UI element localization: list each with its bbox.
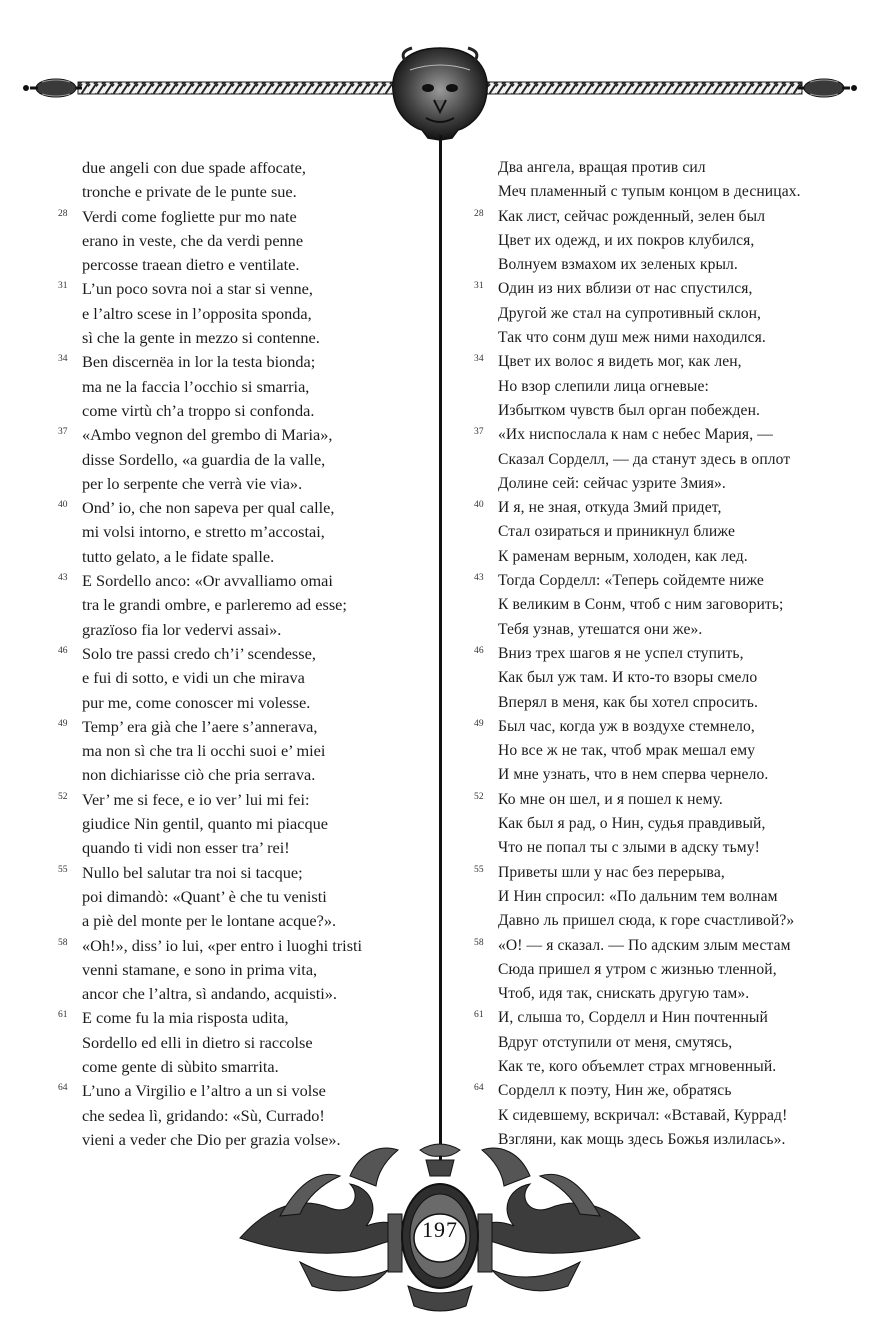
verse-text: poi dimandò: «Quant’ è che tu venisti bbox=[82, 886, 327, 906]
verse-number: 52 bbox=[474, 791, 484, 802]
verse-text: tutto gelato, a le fidate spalle. bbox=[82, 546, 275, 566]
tercet bbox=[474, 861, 828, 934]
verse-text: Вниз трех шагов я не успел ступить, bbox=[498, 644, 744, 662]
verse-number: 37 bbox=[58, 427, 68, 438]
italian-column bbox=[58, 156, 422, 1152]
verse-text: Сюда пришел я утром с жизнью тленной, bbox=[498, 960, 777, 978]
verse-line bbox=[82, 691, 422, 715]
verse-number: 31 bbox=[58, 281, 68, 292]
verse-line bbox=[498, 326, 828, 350]
verse-line bbox=[58, 277, 422, 301]
verse-line bbox=[474, 350, 828, 374]
verse-line bbox=[82, 593, 422, 617]
verse-text: sì che la gente in mezzo si contenne. bbox=[82, 328, 320, 348]
verse-line bbox=[498, 909, 828, 933]
verse-line bbox=[498, 618, 828, 642]
verse-line bbox=[82, 302, 422, 326]
tercet bbox=[58, 642, 422, 715]
verse-text: Цвет их волос я видеть мог, как лен, bbox=[498, 353, 742, 371]
verse-number: 58 bbox=[474, 937, 484, 948]
tercet bbox=[474, 205, 828, 278]
verse-text: percosse traean dietro e ventilate. bbox=[82, 255, 300, 275]
verse-line bbox=[82, 326, 422, 350]
preamble-line: tronche e private de le punte sue. bbox=[82, 182, 297, 202]
verse-text: pur me, come conoscer mi volesse. bbox=[82, 692, 311, 712]
verse-number: 43 bbox=[474, 573, 484, 584]
verse-line bbox=[82, 229, 422, 253]
tercet bbox=[474, 350, 828, 423]
verse-number: 64 bbox=[474, 1083, 484, 1094]
verse-text: Один из них вблизи от нас спустился, bbox=[498, 280, 753, 298]
verse-line bbox=[82, 618, 422, 642]
verse-text: Verdi come fogliette pur mo nate bbox=[82, 206, 297, 226]
verse-text: Ben discernëa in lor la testa bionda; bbox=[82, 352, 316, 372]
verse-number: 37 bbox=[474, 427, 484, 438]
verse-text: Взгляни, как мощь здесь Божья излилась». bbox=[498, 1130, 786, 1148]
verse-text: И мне узнать, что в нем сперва чернело. bbox=[498, 766, 769, 784]
verse-line bbox=[82, 1055, 422, 1079]
verse-line bbox=[474, 715, 828, 739]
tercet bbox=[58, 1006, 422, 1079]
verse-line bbox=[498, 812, 828, 836]
verse-text: «Oh!», diss’ io lui, «per entro i luoghi tristi bbox=[82, 935, 363, 955]
verse-text: К великим в Сонм, чтоб с ним заговорить; bbox=[498, 596, 784, 614]
verse-line bbox=[474, 861, 828, 885]
verse-line bbox=[498, 399, 828, 423]
verse-text: Как те, кого объемлет страх мгновенный. bbox=[498, 1057, 777, 1075]
verse-number: 49 bbox=[474, 718, 484, 729]
verse-number: 31 bbox=[474, 281, 484, 292]
verse-text: vieni a veder che Dio per grazia volse». bbox=[82, 1129, 341, 1149]
verse-number: 34 bbox=[58, 354, 68, 365]
verse-line bbox=[58, 934, 422, 958]
verse-line bbox=[82, 520, 422, 544]
verse-line bbox=[58, 423, 422, 447]
verse-number: 43 bbox=[58, 573, 68, 584]
verse-line bbox=[58, 1079, 422, 1103]
verse-line bbox=[58, 788, 422, 812]
verse-text: giudice Nin gentil, quanto mi piacque bbox=[82, 814, 328, 834]
verse-line bbox=[82, 812, 422, 836]
verse-text: Но все ж не так, чтоб мрак мешал ему bbox=[498, 742, 756, 760]
verse-text: Как лист, сейчас рожденный, зелен был bbox=[498, 207, 766, 225]
verse-line bbox=[58, 861, 422, 885]
verse-line bbox=[498, 1128, 828, 1152]
verse-text: Чтоб, идя так, снискать другую там». bbox=[498, 985, 750, 1003]
verse-number: 61 bbox=[474, 1010, 484, 1021]
verse-text: Стал озираться и приникнул ближе bbox=[498, 523, 735, 541]
verse-text: E come fu la mia risposta udita, bbox=[82, 1008, 289, 1028]
verse-line bbox=[498, 1031, 828, 1055]
verse-text: К раменам верным, холоден, как лед. bbox=[498, 547, 748, 565]
verse-number: 55 bbox=[58, 864, 68, 875]
verse-line bbox=[82, 375, 422, 399]
verse-text: Sordello ed elli in dietro si raccolse bbox=[82, 1032, 313, 1052]
verse-line bbox=[58, 205, 422, 229]
verse-text: tra le grandi ombre, e parleremo ad esse; bbox=[82, 595, 347, 615]
verse-text: И я, не зная, откуда Змий придет, bbox=[498, 499, 722, 517]
verse-line bbox=[58, 569, 422, 593]
verse-line bbox=[82, 982, 422, 1006]
verse-number: 49 bbox=[58, 718, 68, 729]
tercet bbox=[58, 205, 422, 278]
verse-line bbox=[498, 836, 828, 860]
verse-line bbox=[82, 666, 422, 690]
verse-line bbox=[498, 593, 828, 617]
verse-text: Ond’ io, che non sapeva per qual calle, bbox=[82, 498, 335, 518]
verse-line bbox=[82, 739, 422, 763]
verse-line bbox=[82, 909, 422, 933]
verse-line bbox=[82, 1031, 422, 1055]
verse-text: Что не попал ты с злыми в адску тьму! bbox=[498, 839, 760, 857]
verse-line bbox=[58, 642, 422, 666]
verse-text: erano in veste, che da verdi penne bbox=[82, 230, 304, 250]
tercet bbox=[474, 569, 828, 642]
verse-line bbox=[498, 1055, 828, 1079]
verse-line bbox=[474, 788, 828, 812]
verse-line bbox=[474, 496, 828, 520]
verse-text: Давно ль пришел сюда, к горе счастливой?» bbox=[498, 912, 795, 930]
verse-text: come virtù ch’a troppo si confonda. bbox=[82, 400, 315, 420]
verse-line bbox=[498, 763, 828, 787]
verse-text: Как был я рад, о Нин, судья правдивый, bbox=[498, 815, 766, 833]
tercet bbox=[474, 642, 828, 715]
verse-line bbox=[498, 520, 828, 544]
verse-text: e l’altro scese in l’opposita sponda, bbox=[82, 303, 312, 323]
verse-number: 40 bbox=[474, 500, 484, 511]
verse-text: И, слыша то, Сорделл и Нин почтенный bbox=[498, 1009, 768, 1027]
tercet bbox=[58, 934, 422, 1007]
verse-line bbox=[82, 836, 422, 860]
tercet bbox=[58, 496, 422, 569]
verse-text: quando ti vidi non esser tra’ rei! bbox=[82, 838, 290, 858]
verse-line bbox=[82, 399, 422, 423]
verse-text: per lo serpente che verrà vie via». bbox=[82, 473, 303, 493]
verse-text: Волнуем взмахом их зеленых крыл. bbox=[498, 256, 738, 274]
verse-text: Nullo bel salutar tra noi si tacque; bbox=[82, 862, 303, 882]
verse-text: Другой же стал на супротивный склон, bbox=[498, 304, 762, 322]
verse-line bbox=[58, 1006, 422, 1030]
verse-text: e fui di sotto, e vidi un che mirava bbox=[82, 668, 305, 688]
verse-text: Как был уж там. И кто-то взоры смело bbox=[498, 669, 758, 687]
verse-text: «Их ниспослала к нам с небес Мария, — bbox=[498, 426, 773, 444]
verse-text: Solo tre passi credo ch’i’ scendesse, bbox=[82, 643, 316, 663]
verse-text: Тебя узнав, утешатся они же». bbox=[498, 620, 703, 638]
verse-number: 64 bbox=[58, 1083, 68, 1094]
verse-text: non dichiarisse ciò che pria serrava. bbox=[82, 765, 316, 785]
verse-text: ma ne la faccia l’occhio si smarria, bbox=[82, 376, 310, 396]
verse-number: 52 bbox=[58, 791, 68, 802]
tercet bbox=[474, 423, 828, 496]
verse-text: Ко мне он шел, и я пошел к нему. bbox=[498, 790, 723, 808]
verse-line bbox=[474, 1006, 828, 1030]
preamble-line: Меч пламенный с тупым концом в десницах. bbox=[498, 183, 801, 201]
verse-line bbox=[498, 958, 828, 982]
verse-line bbox=[58, 350, 422, 374]
verse-line bbox=[82, 1128, 422, 1152]
verse-text: E Sordello anco: «Or avvalliamo omai bbox=[82, 571, 333, 591]
verse-line bbox=[474, 569, 828, 593]
verse-line bbox=[474, 423, 828, 447]
tercet bbox=[474, 934, 828, 1007]
verse-text: disse Sordello, «a guardia de la valle, bbox=[82, 449, 326, 469]
verse-text: Но взор слепили лица огневые: bbox=[498, 377, 709, 395]
verse-text: venni stamane, e sono in prima vita, bbox=[82, 959, 318, 979]
center-column-rule bbox=[439, 135, 442, 1165]
verse-line bbox=[498, 375, 828, 399]
tercet bbox=[58, 715, 422, 788]
verse-text: И Нин спросил: «По дальним тем волнам bbox=[498, 887, 778, 905]
verse-text: Приветы шли у нас без перерыва, bbox=[498, 863, 725, 881]
verse-number: 34 bbox=[474, 354, 484, 365]
tercet bbox=[474, 496, 828, 569]
verse-text: К сидевшему, вскричал: «Вставай, Куррад! bbox=[498, 1106, 788, 1124]
verse-line bbox=[82, 958, 422, 982]
verse-text: Temp’ era già che l’aere s’annerava, bbox=[82, 716, 318, 736]
right-finial-icon bbox=[798, 79, 857, 97]
verse-number: 61 bbox=[58, 1010, 68, 1021]
verse-text: Цвет их одежд, и их покров клубился, bbox=[498, 231, 755, 249]
verse-line bbox=[498, 885, 828, 909]
lion-mask-icon bbox=[393, 48, 487, 140]
tercet bbox=[58, 861, 422, 934]
verse-text: Вдруг отступили от меня, смутясь, bbox=[498, 1033, 733, 1051]
verse-text: ancor che l’altra, sì andando, acquisti». bbox=[82, 984, 337, 1004]
top-rope-ornament bbox=[23, 48, 857, 140]
verse-text: mi volsi intorno, e stretto m’accostai, bbox=[82, 522, 325, 542]
verse-line bbox=[498, 666, 828, 690]
verse-text: Был час, когда уж в воздухе стемнело, bbox=[498, 717, 755, 735]
preamble-line: due angeli con due spade affocate, bbox=[82, 158, 306, 177]
verse-line bbox=[58, 715, 422, 739]
tercet bbox=[58, 423, 422, 496]
verse-line bbox=[498, 302, 828, 326]
verse-number: 46 bbox=[474, 645, 484, 656]
verse-text: Долине сей: сейчас узрите Змия». bbox=[498, 474, 726, 492]
tercet bbox=[474, 715, 828, 788]
verse-line bbox=[498, 253, 828, 277]
preamble-line: Два ангела, вращая против сил bbox=[498, 159, 706, 176]
tercet bbox=[474, 788, 828, 861]
verse-number: 58 bbox=[58, 937, 68, 948]
verse-text: Так что сонм душ меж ними находился. bbox=[498, 329, 766, 347]
verse-line bbox=[498, 1104, 828, 1128]
verse-text: Сорделл к поэту, Нин же, обратясь bbox=[498, 1082, 732, 1100]
verse-line bbox=[474, 642, 828, 666]
russian-column bbox=[474, 156, 828, 1152]
tercet bbox=[474, 277, 828, 350]
tercet bbox=[58, 277, 422, 350]
left-finial-icon bbox=[23, 79, 82, 97]
tercet bbox=[58, 569, 422, 642]
page-number: 197 bbox=[422, 1217, 458, 1242]
verse-text: Вперял в меня, как бы хотел спросить. bbox=[498, 693, 758, 711]
verse-line bbox=[498, 545, 828, 569]
verse-line bbox=[82, 448, 422, 472]
verse-text: Тогда Сорделл: «Теперь сойдемте ниже bbox=[498, 572, 764, 590]
tercet bbox=[58, 788, 422, 861]
verse-number: 40 bbox=[58, 500, 68, 511]
verse-number: 28 bbox=[58, 208, 68, 219]
verse-line bbox=[82, 1104, 422, 1128]
verse-line bbox=[82, 253, 422, 277]
verse-line bbox=[474, 277, 828, 301]
verse-line bbox=[474, 1079, 828, 1103]
verse-text: grazïoso fia lor vedervi assai». bbox=[82, 619, 282, 639]
verse-line bbox=[474, 934, 828, 958]
verse-line bbox=[498, 739, 828, 763]
verse-number: 28 bbox=[474, 208, 484, 219]
verse-text: che sedea lì, gridando: «Sù, Currado! bbox=[82, 1105, 325, 1125]
verse-text: Ver’ me si fece, e io ver’ lui mi fei: bbox=[82, 789, 310, 809]
verse-number: 46 bbox=[58, 645, 68, 656]
verse-line bbox=[82, 472, 422, 496]
verse-text: come gente di sùbito smarrita. bbox=[82, 1056, 279, 1076]
tercet bbox=[474, 1006, 828, 1079]
verse-line bbox=[498, 229, 828, 253]
verse-line bbox=[498, 982, 828, 1006]
verse-text: «О! — я сказал. — По адским злым местам bbox=[498, 936, 791, 954]
verse-line bbox=[498, 691, 828, 715]
verse-line bbox=[474, 205, 828, 229]
verse-line bbox=[82, 763, 422, 787]
verse-text: L’un poco sovra noi a star si venne, bbox=[82, 279, 313, 299]
verse-text: L’uno a Virgilio e l’altro a un si volse bbox=[82, 1081, 326, 1101]
tercet bbox=[58, 350, 422, 423]
verse-number: 55 bbox=[474, 864, 484, 875]
verse-line bbox=[82, 885, 422, 909]
verse-line bbox=[498, 472, 828, 496]
verse-line bbox=[58, 496, 422, 520]
tercet bbox=[474, 1079, 828, 1152]
verse-text: «Ambo vegnon del grembo di Maria», bbox=[82, 425, 333, 445]
verse-line bbox=[82, 545, 422, 569]
verse-text: Сказал Сорделл, — да станут здесь в оплот bbox=[498, 450, 791, 468]
verse-text: ma non sì che tra li occhi suoi e’ miei bbox=[82, 741, 326, 761]
verse-line bbox=[498, 448, 828, 472]
verse-text: a piè del monte per le lontane acque?». bbox=[82, 911, 337, 931]
tercet bbox=[58, 1079, 422, 1152]
verse-text: Избытком чувств был орган побежден. bbox=[498, 401, 761, 419]
